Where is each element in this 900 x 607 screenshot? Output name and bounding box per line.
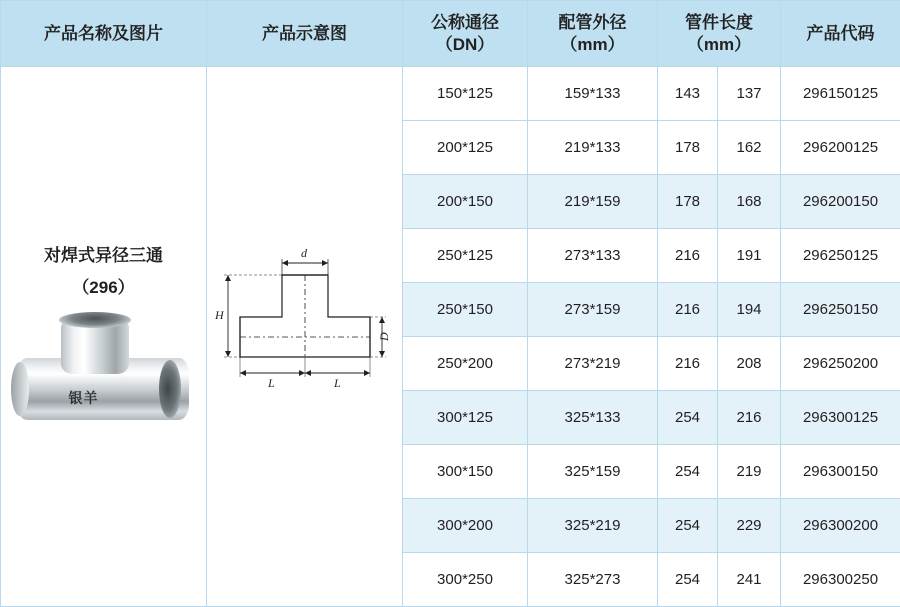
header-outer-diameter-line1: 配管外径 — [559, 13, 627, 32]
cell-nominal-diameter: 300*200 — [403, 499, 528, 553]
product-photo — [9, 310, 199, 430]
cell-product-code: 296200125 — [781, 121, 900, 175]
cell-product-code: 296300125 — [781, 391, 900, 445]
cell-length-1: 143 — [658, 67, 718, 121]
diagram-label-L-right: L — [333, 376, 341, 390]
cell-length-2: 208 — [718, 337, 781, 391]
table-row — [1, 67, 900, 121]
cell-nominal-diameter: 150*125 — [403, 67, 528, 121]
cell-length-1: 254 — [658, 445, 718, 499]
cell-product-code: 296250125 — [781, 229, 900, 283]
cell-length-1: 216 — [658, 283, 718, 337]
cell-product-code: 296250150 — [781, 283, 900, 337]
header-diagram-line1: 产品示意图 — [262, 24, 347, 43]
cell-outer-diameter: 219*133 — [528, 121, 658, 175]
diagram-label-d: d — [301, 247, 308, 260]
cell-outer-diameter: 159*133 — [528, 67, 658, 121]
cell-length-2: 219 — [718, 445, 781, 499]
cell-nominal-diameter: 200*125 — [403, 121, 528, 175]
cell-product-code: 296200150 — [781, 175, 900, 229]
product-code-label: （296） — [72, 275, 134, 301]
cell-length-1: 254 — [658, 499, 718, 553]
table-header — [1, 1, 900, 67]
cell-length-2: 194 — [718, 283, 781, 337]
cell-length-2: 162 — [718, 121, 781, 175]
cell-length-2: 229 — [718, 499, 781, 553]
diagram-label-H: H — [214, 308, 225, 322]
header-fitting-length-line1: 管件长度 — [685, 13, 753, 32]
cell-outer-diameter: 219*159 — [528, 175, 658, 229]
header-product-name — [1, 1, 207, 67]
cell-outer-diameter: 273*219 — [528, 337, 658, 391]
cell-length-1: 178 — [658, 175, 718, 229]
header-diagram — [207, 1, 403, 67]
cell-outer-diameter: 325*133 — [528, 391, 658, 445]
cell-product-code: 296300250 — [781, 553, 900, 607]
header-fitting-length — [658, 1, 781, 67]
header-nominal-diameter-line1: 公称通径 — [431, 13, 499, 32]
tee-right-end-icon — [159, 360, 181, 418]
header-outer-diameter — [528, 1, 658, 67]
cell-nominal-diameter: 300*150 — [403, 445, 528, 499]
cell-length-2: 216 — [718, 391, 781, 445]
table-body — [1, 67, 900, 607]
cell-nominal-diameter: 300*125 — [403, 391, 528, 445]
cell-product-code: 296250200 — [781, 337, 900, 391]
cell-length-2: 168 — [718, 175, 781, 229]
cell-product-code: 296300150 — [781, 445, 900, 499]
cell-nominal-diameter: 300*250 — [403, 553, 528, 607]
header-nominal-diameter-line2: （DN） — [404, 34, 526, 55]
cell-length-1: 178 — [658, 121, 718, 175]
cell-outer-diameter: 273*133 — [528, 229, 658, 283]
header-outer-diameter-line2: （mm） — [529, 34, 656, 55]
tee-left-end-icon — [11, 362, 29, 416]
cell-length-2: 137 — [718, 67, 781, 121]
cell-length-2: 241 — [718, 553, 781, 607]
tee-branch-end-icon — [59, 312, 131, 328]
tee-dimension-diagram-icon — [210, 247, 400, 427]
table-header-row — [1, 1, 900, 67]
product-name-cell — [1, 67, 207, 607]
cell-length-1: 216 — [658, 337, 718, 391]
header-fitting-length-line2: （mm） — [659, 34, 779, 55]
cell-nominal-diameter: 250*125 — [403, 229, 528, 283]
cell-product-code: 296150125 — [781, 67, 900, 121]
diagram-label-L-left: L — [267, 376, 275, 390]
cell-outer-diameter: 325*159 — [528, 445, 658, 499]
cell-outer-diameter: 325*219 — [528, 499, 658, 553]
cell-outer-diameter: 325*273 — [528, 553, 658, 607]
cell-nominal-diameter: 250*150 — [403, 283, 528, 337]
brand-mark-label: 银羊 — [69, 388, 99, 409]
header-nominal-diameter — [403, 1, 528, 67]
cell-outer-diameter: 273*159 — [528, 283, 658, 337]
cell-length-1: 216 — [658, 229, 718, 283]
header-product-code — [781, 1, 900, 67]
cell-nominal-diameter: 200*150 — [403, 175, 528, 229]
cell-length-1: 254 — [658, 391, 718, 445]
product-name-label: 对焊式异径三通 — [44, 243, 163, 269]
cell-length-2: 191 — [718, 229, 781, 283]
cell-product-code: 296300200 — [781, 499, 900, 553]
diagram-label-D: D — [377, 332, 391, 342]
product-diagram-cell — [207, 67, 403, 607]
header-product-name-line1: 产品名称及图片 — [44, 24, 163, 43]
header-product-code-line1: 产品代码 — [807, 24, 875, 43]
cell-length-1: 254 — [658, 553, 718, 607]
cell-nominal-diameter: 250*200 — [403, 337, 528, 391]
